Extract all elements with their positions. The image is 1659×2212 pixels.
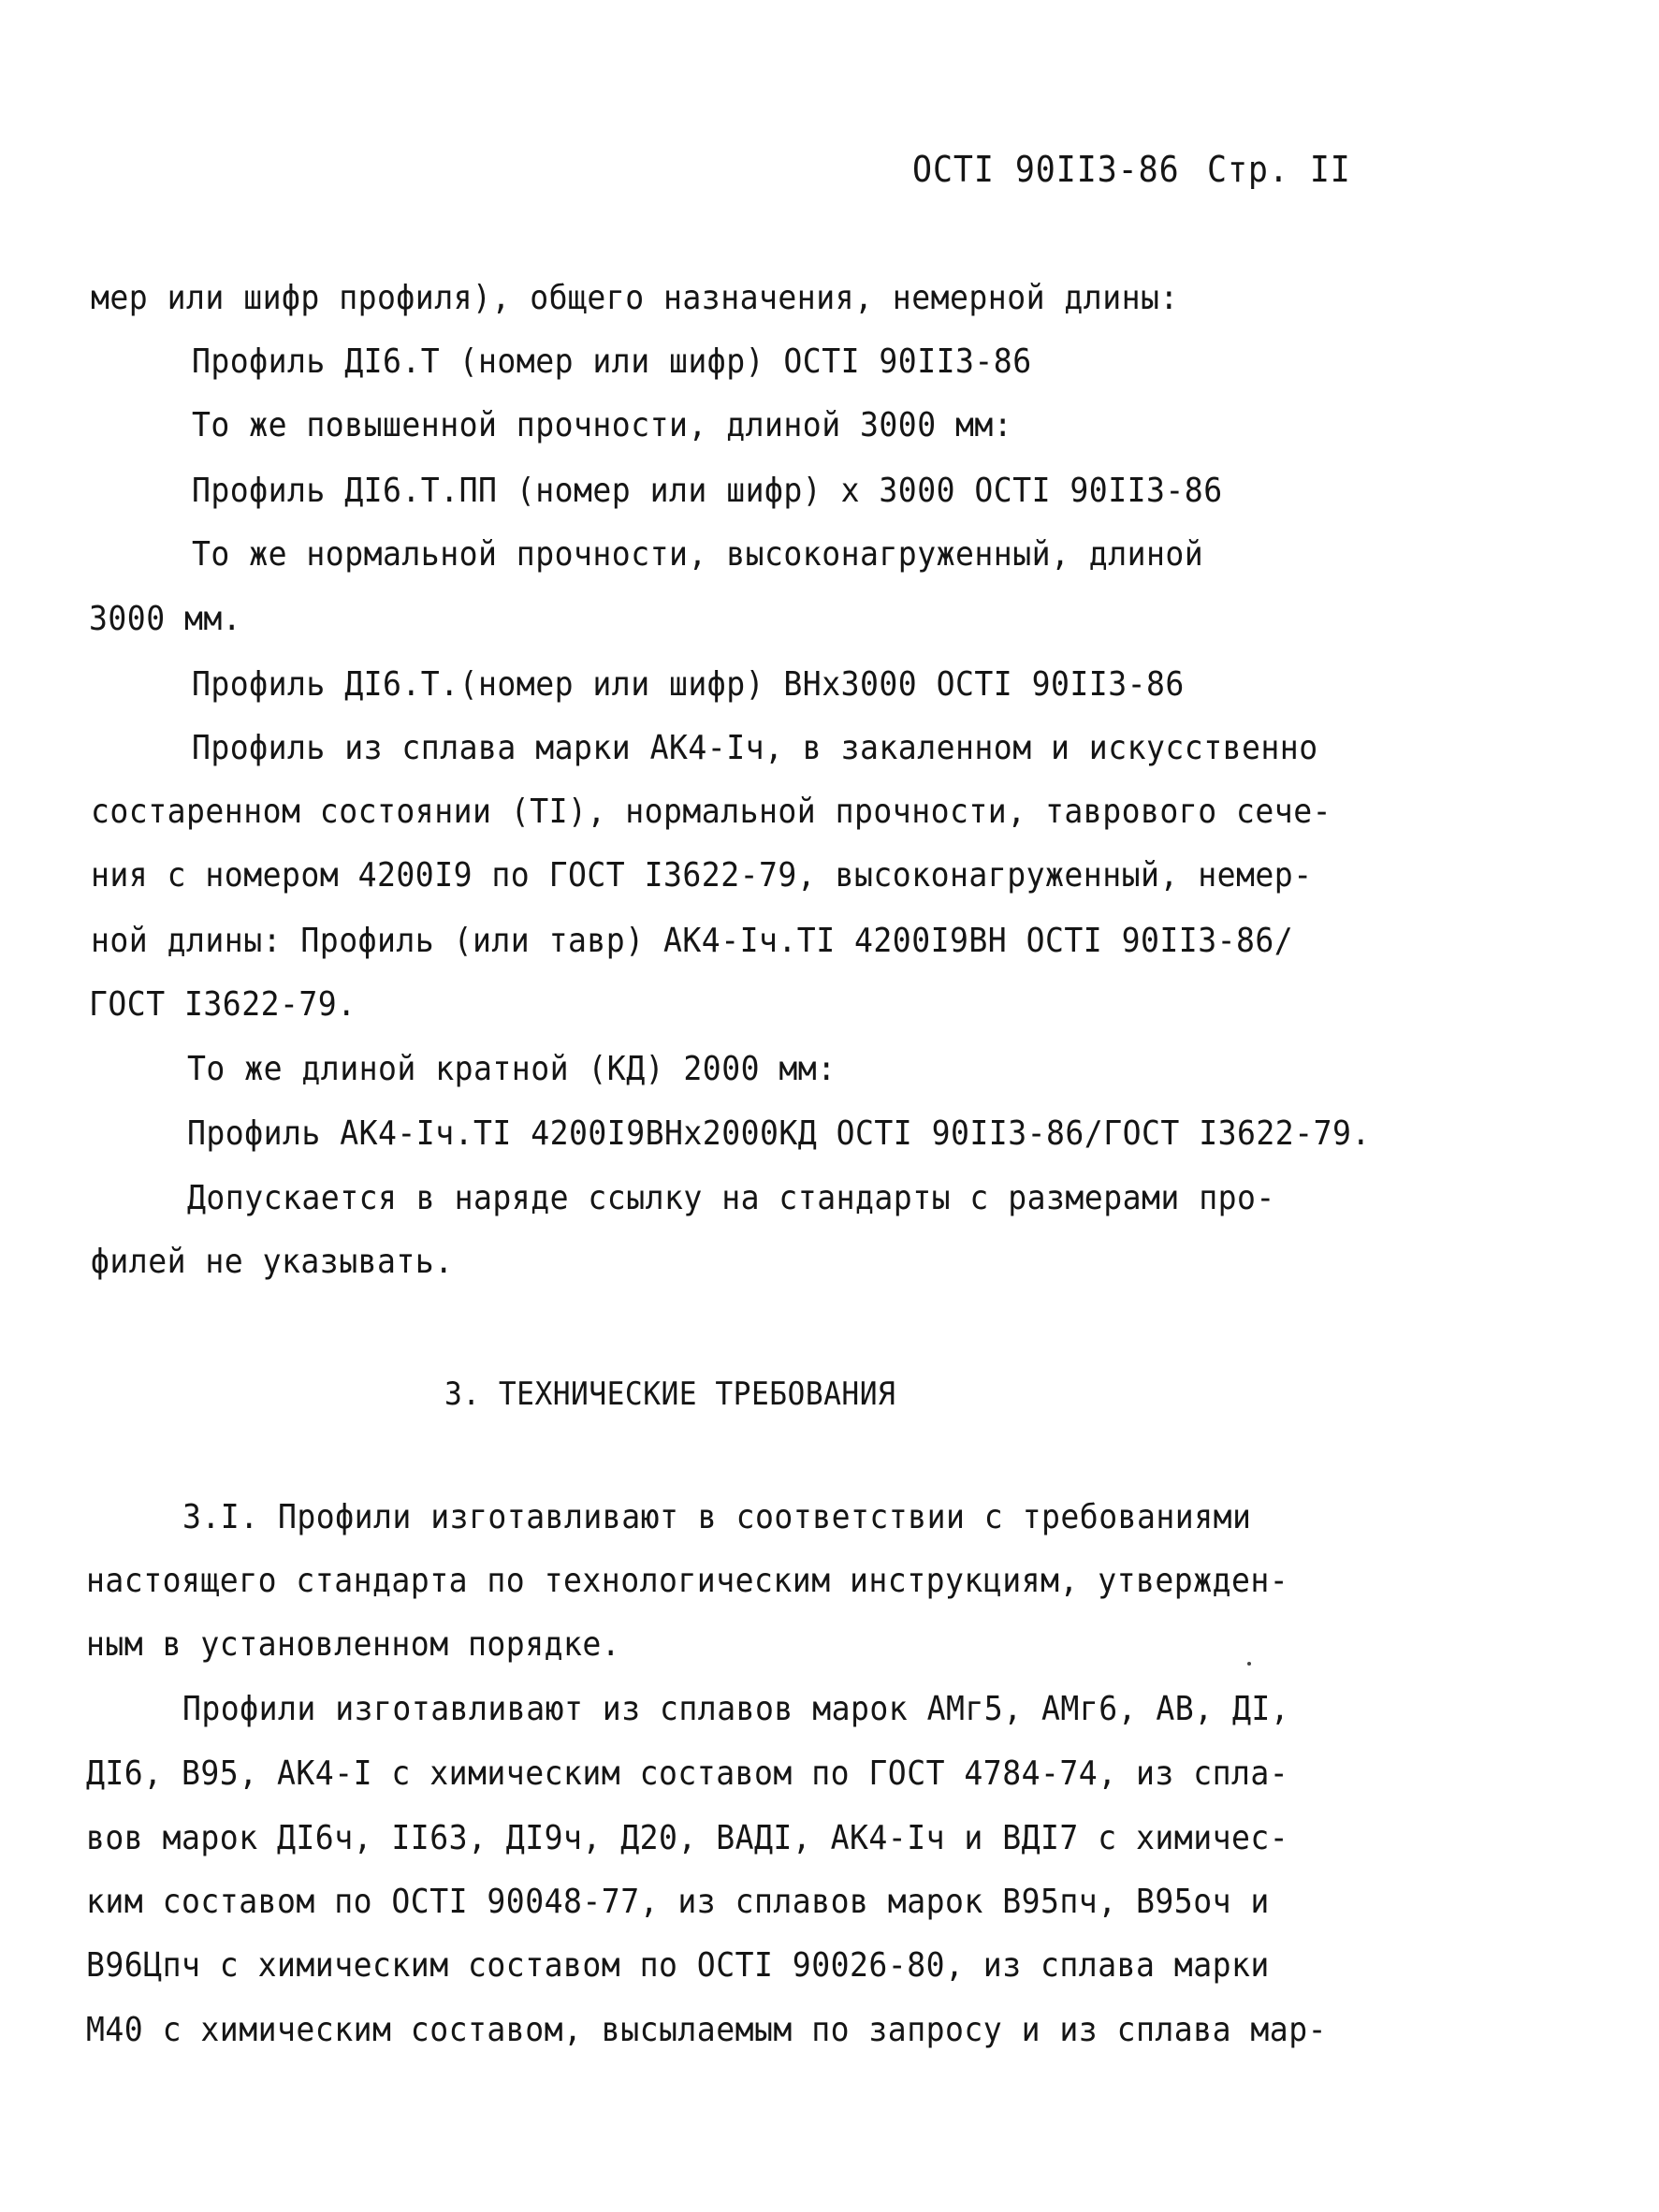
text-line: Профиль ДI6.Т.ПП (номер или шифр) х 3000 ОСТI 90II3-86 xyxy=(192,472,1223,510)
text-line: ГОСТ I3622-79. xyxy=(89,985,357,1024)
text-line: То же нормальной прочности, высоконагруженный, длиной xyxy=(192,535,1204,574)
section-text-line: ным в установленном порядке. xyxy=(86,1625,621,1664)
text-line: Профиль ДI6.Т (номер или шифр) ОСТI 90II3-86 xyxy=(192,342,1032,381)
text-line: состаренном состоянии (ТI), нормальной прочности, таврового сече- xyxy=(91,793,1332,831)
section-heading: 3. ТЕХНИЧЕСКИЕ ТРЕБОВАНИЯ xyxy=(444,1375,896,1413)
text-line: То же повышенной прочности, длиной 3000 мм: xyxy=(192,406,1013,444)
text-line: 3000 мм. xyxy=(89,600,242,638)
text-line: мер или шифр профиля), общего назначения, немерной длины: xyxy=(91,279,1179,317)
text-line: То же длиной кратной (КД) 2000 мм: xyxy=(187,1050,837,1088)
section-text-line: В96Цпч с химическим составом по ОСТI 90026-80, из сплава марки xyxy=(86,1946,1270,1985)
text-line: ной длины: Профиль (или тавр) АК4-Iч.ТI 4200I9ВН ОСТI 90II3-86/ xyxy=(91,922,1294,960)
text-line: ния с номером 4200I9 по ГОСТ I3622-79, высоконагруженный, немер- xyxy=(91,856,1313,895)
text-line: Профиль АК4-Iч.ТI 4200I9ВНх2000КД ОСТI 90II3-86/ГОСТ I3622-79. xyxy=(187,1114,1371,1153)
section-text-line: Профили изготавливают из сплавов марок АМг5, АМг6, АВ, ДI, xyxy=(182,1690,1290,1728)
section-text-line: настоящего стандарта по технологическим инструкциям, утвержден- xyxy=(86,1562,1289,1600)
section-text-line: вов марок ДI6ч, II63, ДI9ч, Д20, ВАДI, АК4-Iч и ВДI7 с химичес- xyxy=(86,1819,1289,1857)
section-text-line: М40 с химическим составом, высылаемым по запросу и из сплава мар- xyxy=(86,2011,1328,2049)
scan-speck xyxy=(1247,1662,1251,1666)
section-text-line: ДI6, В95, АК4-I с химическим составом по ГОСТ 4784-74, из спла- xyxy=(86,1754,1289,1793)
text-line: Профиль из сплава марки АК4-Iч, в закаленном и искусственно xyxy=(192,729,1318,767)
text-line: филей не указывать. xyxy=(91,1243,454,1281)
section-text-line: ким составом по ОСТI 90048-77, из сплавов марок В95пч, В95оч и xyxy=(86,1883,1270,1921)
text-line: Профиль ДI6.Т.(номер или шифр) ВНх3000 ОСТI 90II3-86 xyxy=(192,665,1185,704)
page-header-page-label: Стр. II xyxy=(1207,149,1351,190)
section-text-line: 3.I. Профили изготавливают в соответствии с требованиями xyxy=(182,1498,1252,1536)
text-line: Допускается в наряде ссылку на стандарты с размерами про- xyxy=(187,1179,1275,1217)
page-header-doc-ref: ОСТI 90II3-86 xyxy=(912,149,1180,190)
